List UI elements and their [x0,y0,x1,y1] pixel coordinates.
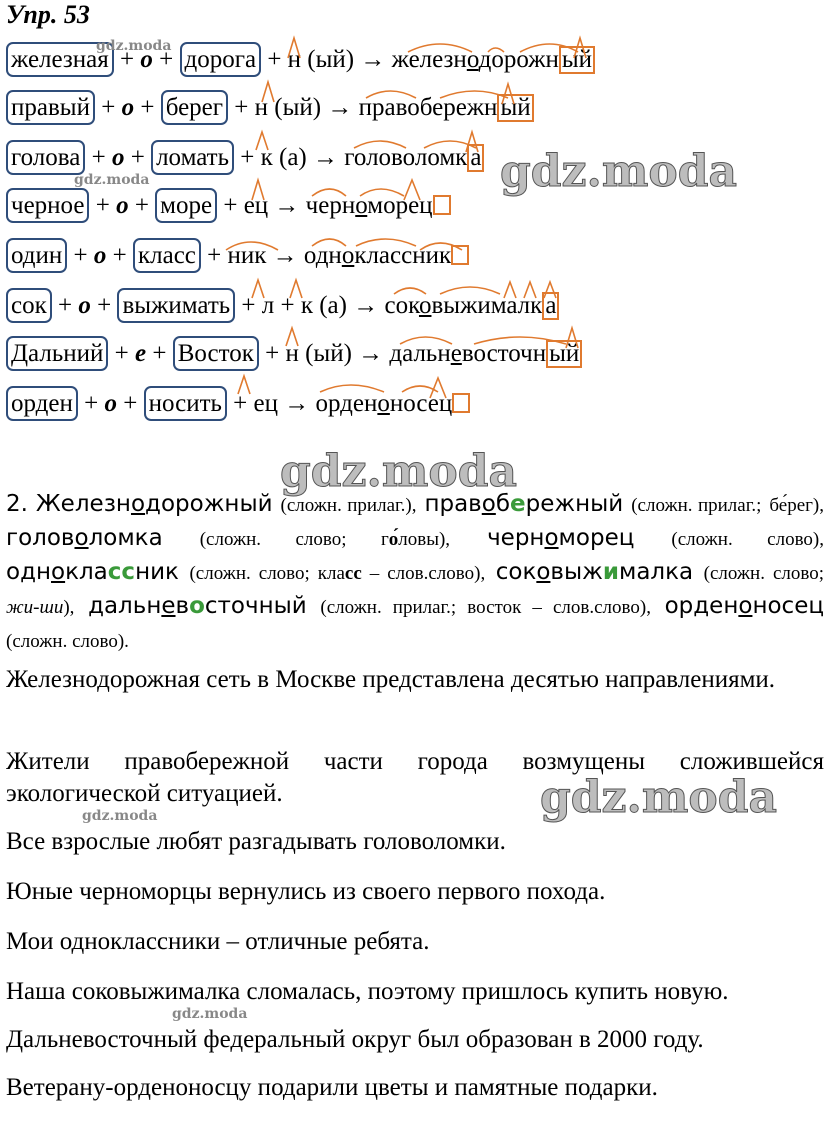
connecting-vowel: о [111,144,125,171]
result-word: орденоносец [315,390,470,417]
example-sentence: Дальневосточный федеральный округ был образован в 2000 году. [6,1026,704,1053]
exercise-title: Упр. 53 [6,0,90,29]
root-box: класс [133,238,201,273]
formation-row: сок + о + выжимать + л + к (а) → соковыжималк а [6,286,559,326]
root-box: голова [6,140,85,175]
ending-box: ый [546,340,582,368]
root-box: берег [161,90,228,125]
example-sentence: Железнодорожная сеть в Москве представлена десятью направлениями. [6,666,776,693]
example-sentence: Жители правобережной части города возмущены сложившейся экологической ситуацией. [6,748,824,807]
ending-box [451,245,469,265]
formation-row: орден + о + носить + ец → орденоносец [6,384,470,424]
watermark: gdz.moda [280,446,518,497]
connecting-vowel: о [140,46,153,73]
root-box: дорога [180,42,262,77]
result-word: одноклассник [304,242,469,269]
formation-row: правый + о + берег + н (ый) → правобережн ый [6,88,534,128]
root-box: Восток [173,336,259,371]
example-sentence: Наша соковыжималка сломалась, поэтому пришлось купить новую. [6,978,729,1005]
watermark: gdz.moda [500,146,738,197]
result-word: дальневосточн ый [389,340,582,367]
result-word: черноморец [306,192,451,219]
result-word: правобережн ый [359,94,534,121]
root-box: правый [6,90,95,125]
connecting-vowel: о [104,390,117,417]
root-box: орден [6,386,78,421]
result-word: головоломк а [344,144,484,171]
connecting-vowel: о [93,242,107,269]
example-sentence: Все взрослые любят разгадывать головоломки. [6,828,506,855]
result-word: железнодорожн ый [392,46,595,73]
root-box: один [6,238,67,273]
watermark: gdz.moda [540,772,778,823]
analysis-paragraph: 2. Железнодорожный (сложн. прилаг.), правобережный (сложн. прилаг.; бе́рег), головоломка (сложн. слово; го́ловы), черноморец (сложн. слово), одноклассник (сложн. слово; класс – слов.слово), соковыжималка (сложн. слово; жи-ши), дальневосточный (сложн. прилаг.; восток – слов.слово), орденоносец (сложн. слово). [6,491,824,652]
example-sentence: Юные черноморцы вернулись из своего первого похода. [6,878,606,905]
root-box: железная [6,42,114,77]
watermark-small: gdz.moda [96,38,172,54]
ending-box: а [467,144,484,172]
root-box: ломать [151,140,234,175]
result-word: соковыжималк а [384,292,559,319]
formation-row: голова + о + ломать + к (а) → головоломк а [6,138,484,178]
connecting-vowel: о [121,94,135,121]
ending-box [433,195,451,215]
formation-row: железная + о + дорога + н (ый) → железнодорожн ый [6,40,595,80]
root-box: сок [6,288,52,323]
ending-box: ый [497,94,533,122]
ending-box [452,393,470,413]
formation-row: один + о + класс + ник → одноклассник [6,236,469,276]
watermark-small: gdz.moda [172,1006,248,1022]
example-sentence: Мои одноклассники – отличные ребята. [6,928,430,955]
root-box: море [155,188,217,223]
ending-box: ый [559,46,595,74]
connecting-vowel: о [116,192,129,219]
watermark-small: gdz.moda [82,808,158,824]
connecting-vowel: е [135,340,147,367]
root-box: Дальний [6,336,108,371]
root-box: черное [6,188,89,223]
watermark-small: gdz.moda [74,172,150,188]
ending-box: а [542,292,559,320]
root-box: носить [144,386,227,421]
formation-row: Дальний + е + Восток + н (ый) → дальневосточн ый [6,334,582,374]
example-sentence: Ветерану-орденоносцу подарили цветы и памятные подарки. [6,1074,658,1101]
connecting-vowel: о [78,292,91,319]
formation-row: черное + о + море + ец → черноморец [6,186,451,226]
root-box: выжимать [117,288,235,323]
